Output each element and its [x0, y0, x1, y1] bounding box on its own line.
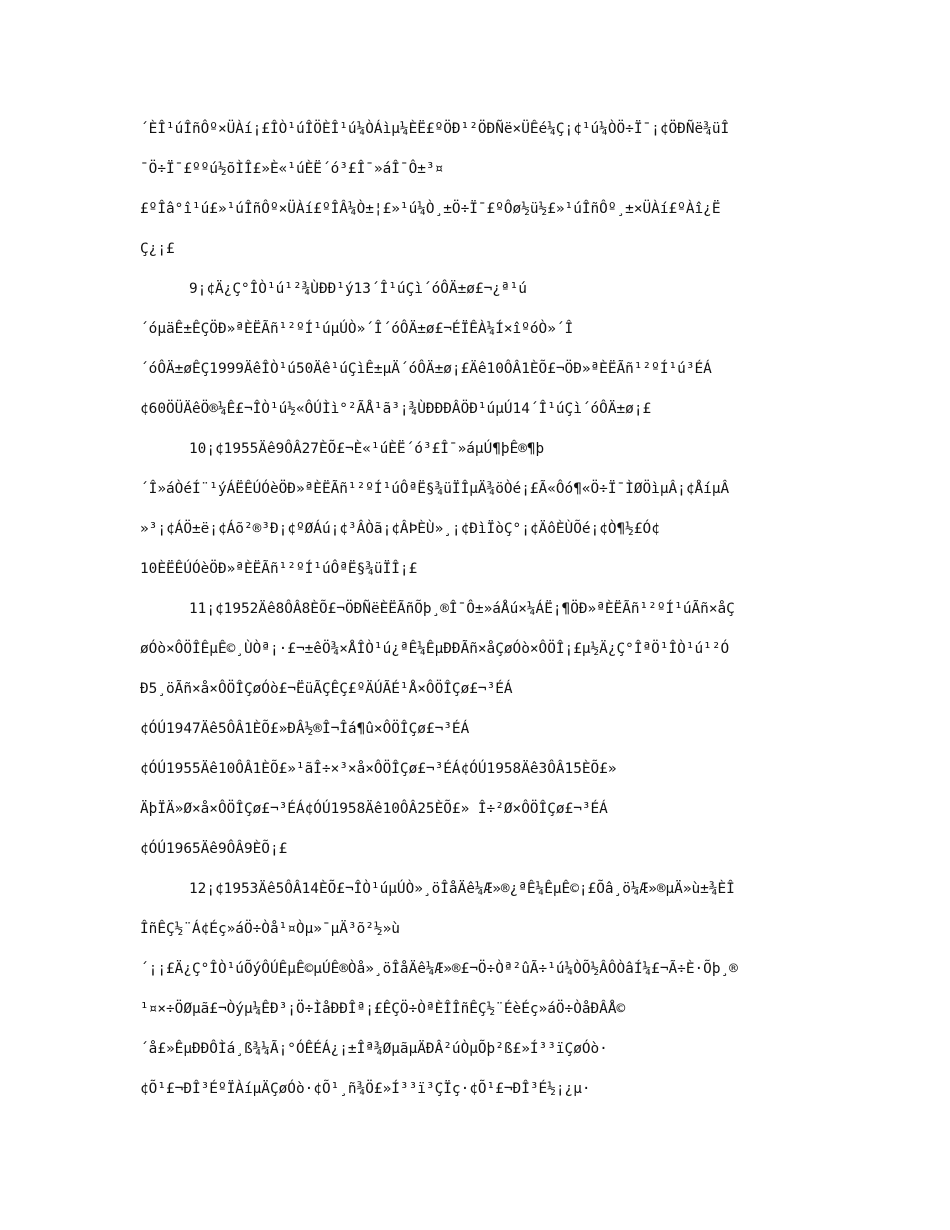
text-line: ¹¤×÷ÖØµã£¬Òýµ¼ÊÐ³¡Ö÷ÌåÐÐÎª¡£ÊÇÖ÷ÒªÈÎÎñÊÇ½¨ÉèÉç»áÖ÷ÒåÐÂÅ©	[140, 1001, 626, 1017]
text-line: ¢Õ¹£¬ÐÎ³ÉºÏÀíµÄÇøÓò·¢Õ¹¸ñ¾Ö£»Í³³ï³ÇÏç·¢Õ¹£¬ÐÎ³É½¡¿µ·	[140, 1081, 591, 1097]
text-line: Ð5¸öÃñ×å×ÔÖÎÇøÓò£¬ËüÃÇÊÇ£ºÄÚÃÉ¹Å×ÔÖÎÇø£¬³ÉÁ	[140, 681, 513, 697]
text-line: ¢60ÖÜÄêÖ®¼Ê£¬ÎÒ¹ú½«ÔÚÌì°²ÃÅ¹ã³¡¾ÙÐÐÐÂÖÐ¹úµÚ14´Î¹úÇì´óÔÄ±ø¡£	[140, 401, 652, 417]
paragraph-start-line: 9¡¢Ä¿Ç°ÎÒ¹ú¹²¾ÙÐÐ¹ý13´Î¹úÇì´óÔÄ±ø£¬¿ª¹ú	[189, 281, 527, 297]
paragraph-start-line: 10¡¢1955Äê9ÔÂ27ÈÕ£¬È«¹úÈË´ó³£Î¯»áµÚ¶þÊ®¶þ	[189, 441, 545, 457]
document-body	[140, 109, 808, 1109]
text-line: ¢ÓÚ1965Äê9ÔÂ9ÈÕ¡£	[140, 841, 288, 857]
text-line: ´Î»áÒéÍ¨¹ýÁËÊÚÓèÖÐ»ªÈËÃñ¹²ºÍ¹úÔªË§¾üÏÎµÄ¾öÒé¡£Ã«Ôó¶«Ö÷Ï¯ÌØÖìµÂ¡¢ÅíµÂ	[140, 481, 730, 497]
text-line: Ç¿¡£	[140, 241, 175, 257]
text-line: ´óÔÄ±øÊÇ1999ÄêÎÒ¹ú50Äê¹úÇìÊ±µÄ´óÔÄ±ø¡£Äê10ÔÂ1ÈÕ£¬ÖÐ»ªÈËÃñ¹²ºÍ¹ú³ÉÁ	[140, 361, 712, 377]
text-line: £ºÎâ°î¹ú£»¹úÎñÔº×ÜÀí£ºÎÂ¼Ò±¦£»¹ú¼Ò¸±Ö÷Ï¯£ºÔø½ü½£»¹úÎñÔº¸±×ÜÀí£ºÀî¿Ë	[140, 201, 721, 217]
text-line: ´¡¡£Ä¿Ç°ÎÒ¹úÕýÔÚÊµÊ©µÚÊ®Òå»¸öÎåÄê¼Æ»®£¬Ö÷Òª²ûÃ÷¹ú¼ÒÕ½ÂÔÒâÍ¼£¬Ã÷È·Õþ¸®	[140, 961, 738, 977]
text-line: 10ÈËÊÚÓèÖÐ»ªÈËÃñ¹²ºÍ¹úÔªË§¾üÏÎ¡£	[140, 561, 418, 577]
text-line: ´ÈÎ¹úÎñÔº×ÜÀí¡£ÎÒ¹úÎÖÈÎ¹ú¼ÒÁìµ¼ÈË£ºÖÐ¹²ÖÐÑë×ÜÊé¼Ç¡¢¹ú¼ÒÖ÷Ï¯¡¢ÖÐÑë¾üÎ	[140, 121, 730, 137]
text-line: »³¡¢ÁÖ±ë¡¢Áõ²®³Ð¡¢ºØÁú¡¢³ÂÒã¡¢ÂÞÈÙ»¸¡¢ÐìÏòÇ°¡¢ÄôÈÙÕé¡¢Ò¶½£Ó¢	[140, 521, 660, 537]
paragraph-start-line: 11¡¢1952Äê8ÔÂ8ÈÕ£¬ÖÐÑëÈËÃñÕþ¸®Î¯Ô±»áÅú×¼ÁË¡¶ÖÐ»ªÈËÃñ¹²ºÍ¹úÃñ×åÇ	[189, 601, 735, 617]
text-line: ÎñÊÇ½¨Á¢Éç»áÖ÷Òå¹¤Òµ»¯µÄ³õ²½»ù	[140, 921, 400, 937]
text-line: øÓò×ÔÖÎÊµÊ©¸ÙÒª¡·£¬±êÖ¾×ÅÎÒ¹ú¿ªÊ¼ÊµÐÐÃñ×åÇøÓò×ÔÖÎ¡£µ½Ä¿Ç°ÎªÖ¹ÎÒ¹ú¹²Ó	[140, 641, 730, 657]
text-line: ÄþÏÄ»Ø×å×ÔÖÎÇø£¬³ÉÁ¢ÓÚ1958Äê10ÔÂ25ÈÕ£» Î÷²Ø×ÔÖÎÇø£¬³ÉÁ	[140, 801, 608, 817]
paragraph-start-line: 12¡¢1953Äê5ÔÂ14ÈÕ£¬ÎÒ¹úµÚÒ»¸öÎåÄê¼Æ»®¿ªÊ¼ÊµÊ©¡£Õâ¸ö¼Æ»®µÄ»ù±¾ÈÎ	[189, 881, 735, 897]
text-line: ´å£»ÊµÐÐÔÌá¸ß¾¼Ã¡°ÓÊÉÁ¿¡±Îª¾ØµãµÄÐÂ²úÒµÕþ²ß£»Í³³ïÇøÓò·	[140, 1041, 608, 1057]
text-line: ¯Ö÷Ï¯£ººú½õÌÎ£»È«¹úÈË´ó³£Î¯»áÎ¯Ô±³¤	[140, 161, 444, 177]
text-line: ´óµäÊ±ÊÇÖÐ»ªÈËÃñ¹²ºÍ¹úµÚÒ»´Î´óÔÄ±ø£¬ÉÏÊÀ¼Í×îºóÒ»´Î	[140, 321, 574, 337]
text-line: ¢ÓÚ1947Äê5ÔÂ1ÈÕ£»ÐÂ½®Î¬Îá¶û×ÔÖÎÇø£¬³ÉÁ	[140, 721, 470, 737]
text-line: ¢ÓÚ1955Äê10ÔÂ1ÈÕ£»¹ãÎ÷×³×å×ÔÖÎÇø£¬³ÉÁ¢ÓÚ1958Äê3ÔÂ15ÈÕ£»	[140, 761, 617, 777]
